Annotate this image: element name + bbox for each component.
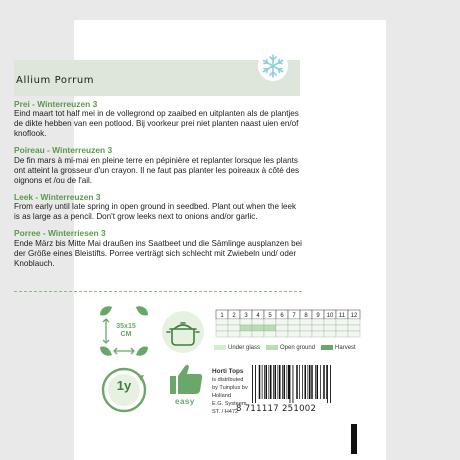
barcode-bar: [259, 365, 261, 399]
open-ground-cell: [276, 325, 288, 331]
barcode-bar: [302, 365, 303, 399]
section-nl: [14, 99, 304, 139]
section-text: De fin mars à mi-mai en pleine terre en pépinière et replanter lorsque les plants ont atteint la grosseur d'un crayon. Il ne faut pas planter les poireaux à côté des oignons et /ou de l'ail.: [14, 155, 300, 185]
barcode-bar: [320, 365, 321, 399]
section-title: Poireau - Winterreuzen 3: [14, 145, 113, 156]
barcode-bar: [275, 365, 277, 399]
harvest-cell: [276, 331, 288, 337]
under-glass-cell: [276, 319, 288, 325]
distributor-line: by Tuinplus bv: [212, 385, 248, 391]
section-en: [14, 192, 304, 222]
barcode-bar: [279, 365, 281, 399]
distributor-line: Holland: [212, 393, 231, 399]
under-glass-cell: [240, 319, 252, 325]
barcode-digits: 8 711117 251002: [236, 404, 317, 414]
month-label: 9: [316, 313, 320, 319]
sowing-calendar: [214, 309, 366, 346]
month-label: 12: [350, 313, 358, 319]
barcode-bar: [293, 365, 294, 403]
under-glass-cell: [336, 319, 348, 325]
barcode-bar: [299, 365, 300, 399]
harvest-cell: [348, 331, 360, 337]
barcode-bar: [296, 365, 298, 399]
legend-harvest: Harvest: [321, 345, 356, 351]
section-title: Leek - Winterreuzen 3: [14, 191, 101, 202]
barcode-bar: [264, 365, 265, 399]
harvest-cell: [228, 331, 240, 337]
under-glass-cell: [288, 319, 300, 325]
brand-name: Horti Tops: [212, 368, 244, 375]
snowflake-icon: [258, 51, 288, 81]
month-label: 5: [268, 313, 272, 319]
difficulty-label: easy: [175, 397, 195, 406]
barcode-bar: [273, 365, 274, 399]
under-glass-cell: [216, 319, 228, 325]
harvest-cell: [252, 331, 264, 337]
barcode-bar: [311, 365, 313, 399]
barcode-bar: [284, 365, 286, 399]
section-text: Ende März bis Mitte Mai draußen ins Saatbeet und die Sämlinge ausplanzen bei der Größe eines Bleistifts. Porree verträgt sich schlecht mit Zwiebeln und/ oder Knoblauch.: [14, 238, 302, 268]
month-label: 8: [304, 313, 308, 319]
legend-under-glass: Under glass: [214, 345, 260, 351]
barcode-bar: [326, 365, 327, 399]
under-glass-cell: [300, 319, 312, 325]
open-ground-cell: [300, 325, 312, 331]
month-label: 4: [256, 313, 260, 319]
barcode-bar: [288, 365, 290, 399]
legend-open-ground: Open ground: [266, 345, 315, 351]
barcode-bar: [323, 365, 325, 399]
distributor-line: is distributed: [212, 377, 244, 383]
open-ground-cell: [216, 325, 228, 331]
barcode-bar: [252, 365, 253, 403]
seal-mark: [351, 424, 357, 454]
barcode-bar: [270, 365, 272, 399]
under-glass-cell: [228, 319, 240, 325]
barcode: [248, 365, 336, 425]
under-glass-cell: [252, 319, 264, 325]
barcode-bar: [315, 365, 316, 399]
open-ground-cell: [324, 325, 336, 331]
section-fr: [14, 145, 304, 185]
section-de: [14, 228, 304, 268]
open-ground-cell: [336, 325, 348, 331]
harvest-cell: [324, 331, 336, 337]
section-text: Eind maart tot half mei in de vollegrond op zaaibed en uitplanten als de plantjes de dikte hebben van een potlood. Bij voorkeur prei niet planten naast uien en/of knoflook.: [14, 109, 299, 139]
barcode-bar: [308, 365, 309, 399]
section-title: Porree - Winterriesen 3: [14, 228, 106, 239]
latin-name: Allium Porrum: [16, 75, 95, 86]
month-label: 1: [220, 313, 224, 319]
calendar-legend: [214, 345, 356, 351]
barcode-bar: [287, 365, 288, 399]
open-ground-cell: [252, 325, 264, 331]
barcode-bar: [266, 365, 268, 399]
open-ground-cell: [288, 325, 300, 331]
under-glass-cell: [348, 319, 360, 325]
lifecycle-label: 1y: [116, 378, 132, 393]
harvest-cell: [288, 331, 300, 337]
month-label: 11: [338, 313, 346, 319]
harvest-cell: [312, 331, 324, 337]
distributor-line: E.G. Systeem: [212, 401, 247, 407]
month-label: 7: [292, 313, 296, 319]
cooking-pot-icon: [161, 310, 205, 354]
barcode-bar: [278, 365, 279, 399]
distributor-line: ST. / H472: [212, 409, 239, 415]
barcode-bar: [269, 365, 270, 399]
barcode-bar: [309, 365, 311, 399]
open-ground-cell: [264, 325, 276, 331]
open-ground-cell: [228, 325, 240, 331]
barcode-bar: [255, 365, 256, 403]
open-ground-cell: [312, 325, 324, 331]
under-glass-cell: [324, 319, 336, 325]
barcode-bar: [330, 365, 331, 403]
barcode-bar: [262, 365, 263, 399]
thumbs-up-icon: [166, 362, 206, 396]
under-glass-cell: [264, 319, 276, 325]
barcode-bar: [317, 365, 319, 399]
month-label: 10: [326, 313, 334, 319]
harvest-cell: [240, 331, 252, 337]
harvest-cell: [300, 331, 312, 337]
section-title: Prei - Winterreuzen 3: [14, 99, 98, 109]
harvest-cell: [336, 331, 348, 337]
under-glass-cell: [312, 319, 324, 325]
spacing-label: 35x15 CM: [116, 323, 136, 338]
open-ground-cell: [348, 325, 360, 331]
dashed-divider: [14, 291, 302, 293]
harvest-cell: [264, 331, 276, 337]
section-text: From early until late spring in open ground in seedbed. Plant out when the leek is as large as a pencil. Don't grow leeks next to onions and/or garlic.: [14, 202, 297, 222]
barcode-bar: [290, 365, 291, 403]
instructions: [14, 99, 304, 275]
month-label: 3: [244, 313, 248, 319]
barcode-bar: [305, 365, 307, 399]
harvest-cell: [216, 331, 228, 337]
month-label: 6: [280, 313, 284, 319]
barcode-bar: [282, 365, 283, 399]
month-label: 2: [232, 313, 236, 319]
open-ground-cell: [240, 325, 252, 331]
barcode-bar: [327, 365, 328, 403]
